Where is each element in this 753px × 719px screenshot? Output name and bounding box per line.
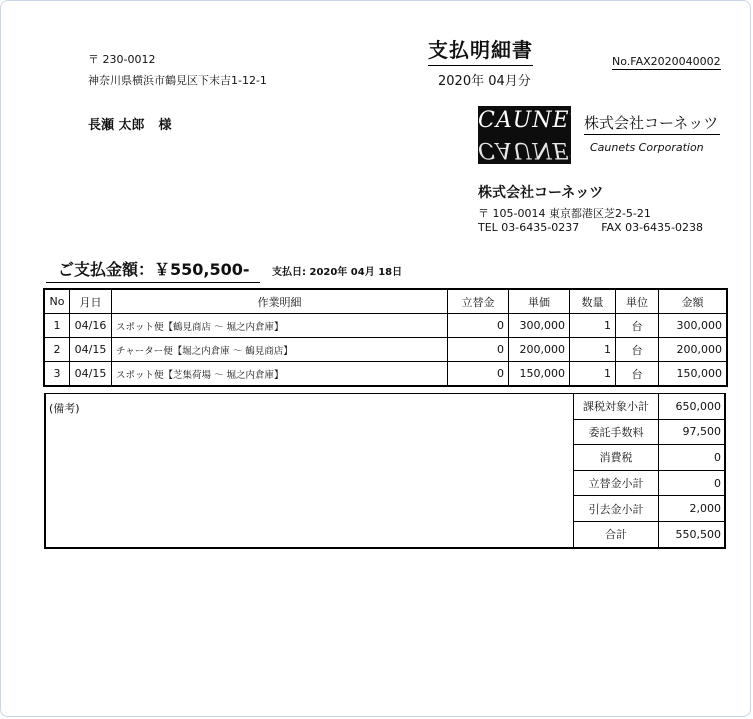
cell-unit: 台 (616, 338, 659, 362)
logo-divider (584, 134, 720, 135)
summary-total-label: 合計 (574, 521, 659, 547)
logo-company-name-jp: 株式会社コーネッツ (584, 114, 719, 132)
issuer-contact (478, 221, 703, 234)
summary-value: 97,500 (659, 419, 726, 445)
cell-no: 2 (45, 338, 70, 362)
header-description: 作業明細 (112, 290, 448, 314)
summary-row (574, 470, 726, 496)
summary-table (573, 393, 726, 548)
table-row (45, 338, 727, 362)
issuer-tel: TEL 03-6435-0237 (478, 221, 580, 234)
summary-row (574, 394, 726, 420)
recipient-postal: 〒 230-0012 (88, 53, 156, 66)
summary-row (574, 419, 726, 445)
cell-date: 04/15 (70, 338, 112, 362)
cell-no: 1 (45, 314, 70, 338)
summary-value: 0 (659, 470, 726, 496)
cell-no: 3 (45, 362, 70, 386)
remarks-section (44, 393, 726, 549)
cell-quantity: 1 (570, 362, 616, 386)
summary-value: 0 (659, 445, 726, 471)
summary-label: 立替金小計 (574, 470, 659, 496)
company-logo (478, 106, 602, 164)
summary-total-value: 550,500 (659, 521, 726, 547)
header-quantity: 数量 (570, 290, 616, 314)
summary-value: 650,000 (659, 394, 726, 420)
cell-amount: 300,000 (659, 314, 727, 338)
table-row (45, 314, 727, 338)
summary-row (574, 445, 726, 471)
header-unit-price: 単価 (509, 290, 570, 314)
billing-period: 2020年 04月分 (438, 74, 531, 89)
table-header-row (45, 290, 727, 314)
logo-text-reflection: CAUNETS (478, 137, 602, 162)
cell-quantity: 1 (570, 338, 616, 362)
summary-label: 委託手数料 (574, 419, 659, 445)
issuer-address: 〒 105-0014 東京都港区芝2-5-21 (478, 207, 651, 220)
cell-amount: 150,000 (659, 362, 727, 386)
cell-unit-price: 150,000 (509, 362, 570, 386)
document-title: 支払明細書 (428, 34, 533, 66)
header-date: 月日 (70, 290, 112, 314)
items-table (44, 289, 727, 386)
cell-advance: 0 (448, 362, 509, 386)
logo-company-name-en: Caunets Corporation (590, 141, 704, 154)
summary-value: 2,000 (659, 496, 726, 522)
header-no: No (45, 290, 70, 314)
logo-text: CAUNETS (478, 108, 602, 133)
payment-amount: ご支払金額：￥550,500- (46, 257, 260, 283)
summary-label: 引去金小計 (574, 496, 659, 522)
cell-quantity: 1 (570, 314, 616, 338)
summary-label: 課税対象小計 (574, 394, 659, 420)
cell-unit-price: 300,000 (509, 314, 570, 338)
header-unit: 単位 (616, 290, 659, 314)
cell-date: 04/15 (70, 362, 112, 386)
cell-date: 04/16 (70, 314, 112, 338)
cell-unit: 台 (616, 362, 659, 386)
recipient-honorific: 様 (158, 118, 172, 133)
cell-description: チャーター便【堀之内倉庫 ～ 鶴見商店】 (112, 338, 448, 362)
recipient-name: 長瀬 太郎 (88, 118, 145, 133)
cell-description: スポット便【芝集荷場 ～ 堀之内倉庫】 (112, 362, 448, 386)
cell-amount: 200,000 (659, 338, 727, 362)
summary-row (574, 496, 726, 522)
issuer-name: 株式会社コーネッツ (478, 185, 604, 201)
recipient-name-line (88, 114, 172, 133)
cell-advance: 0 (448, 338, 509, 362)
header-amount: 金額 (659, 290, 727, 314)
payment-date: 支払日: 2020年 04月 18日 (272, 267, 403, 278)
cell-unit-price: 200,000 (509, 338, 570, 362)
summary-row (574, 521, 726, 547)
summary-label: 消費税 (574, 445, 659, 471)
issuer-fax: FAX 03-6435-0238 (601, 221, 704, 234)
cell-description: スポット便【鶴見商店 ～ 堀之内倉庫】 (112, 314, 448, 338)
table-row (45, 362, 727, 386)
recipient-address: 神奈川県横浜市鶴見区下末吉1-12-1 (88, 74, 267, 87)
header-advance: 立替金 (448, 290, 509, 314)
remarks-label: (備考) (49, 402, 80, 415)
document-number: No.FAX2020040002 (612, 55, 721, 68)
cell-advance: 0 (448, 314, 509, 338)
cell-unit: 台 (616, 314, 659, 338)
